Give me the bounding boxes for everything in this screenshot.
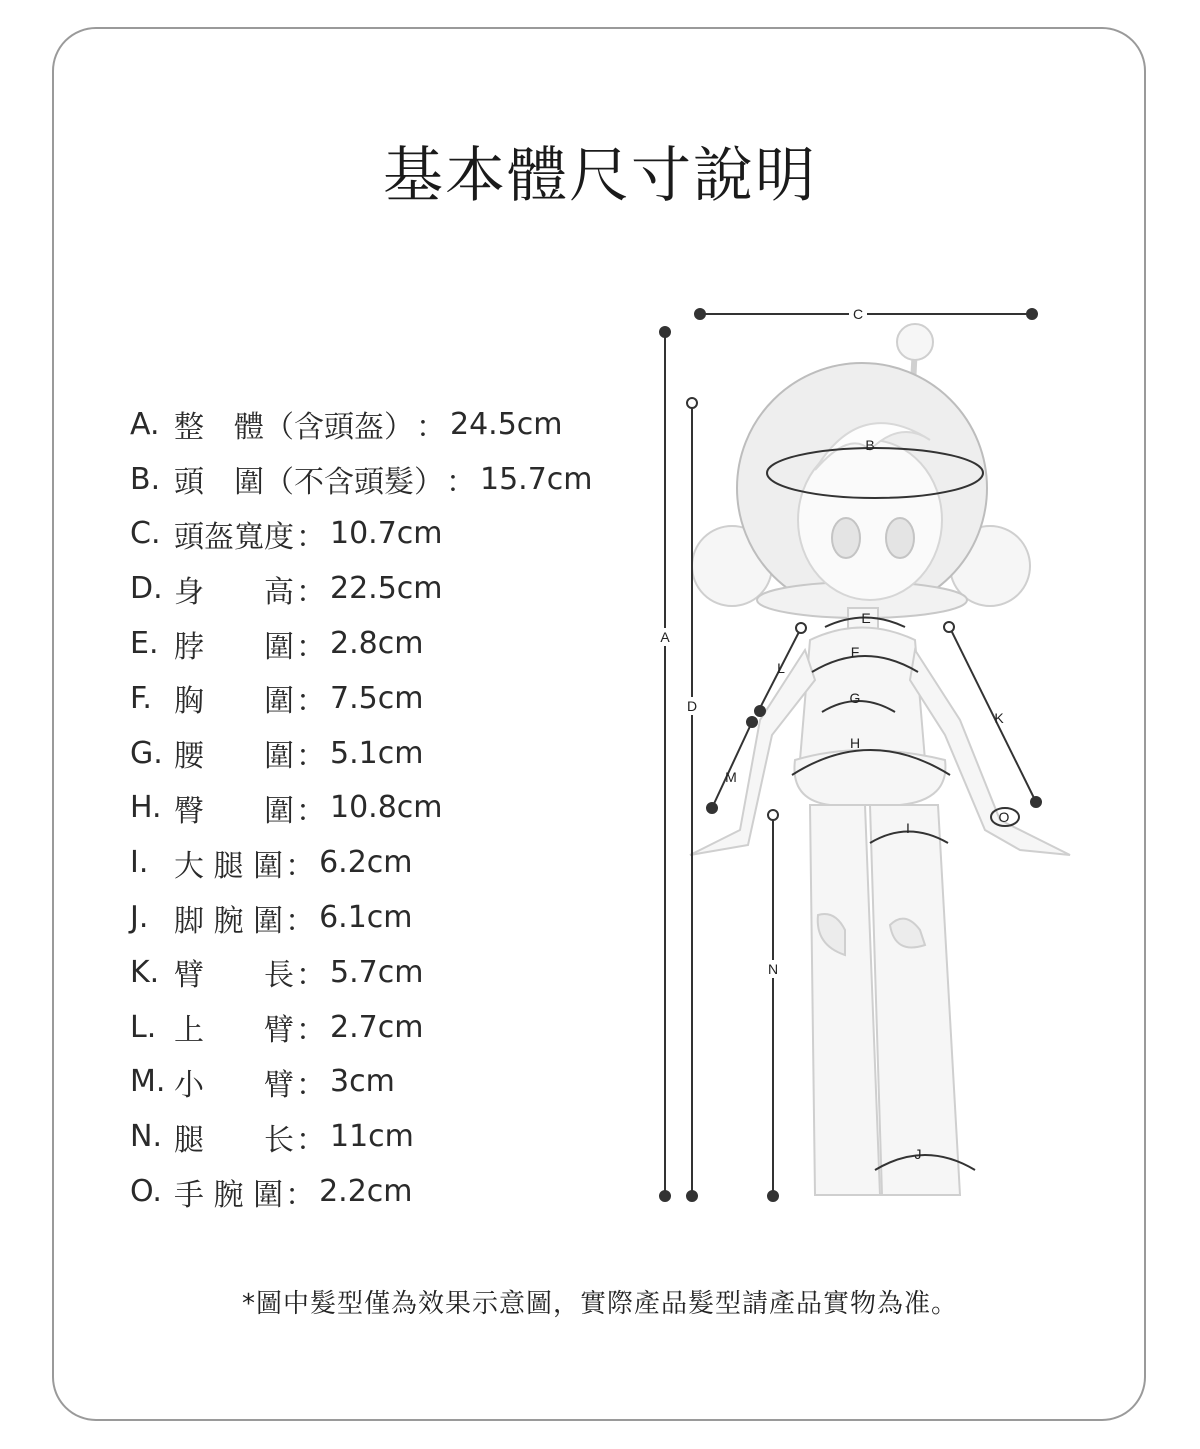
spec-item-o — [130, 1164, 593, 1219]
spec-value: 10.7cm — [330, 516, 443, 552]
spec-item-l — [130, 1000, 593, 1055]
spec-letter: J. — [130, 900, 149, 936]
doll-leg-left — [810, 805, 880, 1195]
label-b: B — [865, 437, 875, 453]
spec-value: 24.5cm — [450, 406, 563, 442]
spec-list — [130, 397, 593, 1219]
spec-letter: L. — [130, 1009, 157, 1045]
spec-name: 臀 圍 — [174, 793, 294, 829]
spec-separator: ： — [296, 1013, 326, 1049]
spec-name: 頭 圍（不含頭髮） — [174, 465, 444, 501]
label-d: D — [686, 698, 698, 714]
doll-arm-left — [690, 650, 815, 855]
spec-letter: G. — [130, 735, 163, 771]
endpoint — [660, 327, 670, 337]
doll-eye-left — [832, 518, 860, 558]
spec-name: 脚 腕 圍 — [174, 903, 284, 939]
spec-name: 頭盔寬度 — [174, 519, 294, 555]
label-m: M — [725, 769, 737, 785]
endpoint — [768, 810, 778, 820]
label-j: J — [914, 1146, 922, 1162]
spec-value: 3cm — [330, 1064, 395, 1100]
endpoint — [687, 1191, 697, 1201]
spec-name: 大 腿 圍 — [174, 848, 284, 884]
label-f: F — [850, 644, 860, 660]
label-o: O — [998, 809, 1010, 825]
spec-value: 7.5cm — [330, 680, 424, 716]
spec-separator: ： — [296, 629, 326, 665]
endpoint — [1027, 309, 1037, 319]
endpoint — [755, 706, 765, 716]
spec-item-e — [130, 616, 593, 671]
endpoint — [695, 309, 705, 319]
endpoint — [660, 1191, 670, 1201]
antenna-ball — [897, 324, 933, 360]
spec-letter: F. — [130, 680, 152, 716]
spec-value: 2.8cm — [330, 626, 424, 662]
doll-hips — [794, 750, 945, 805]
spec-letter: B. — [130, 461, 161, 497]
spec-value: 15.7cm — [480, 461, 593, 497]
spec-name: 脖 圍 — [174, 629, 294, 665]
doll-diagram-svg — [640, 290, 1100, 1220]
spec-separator: ： — [285, 1177, 316, 1213]
spec-name: 胸 圍 — [174, 684, 294, 720]
spec-value: 6.1cm — [319, 900, 413, 936]
spec-letter: O. — [130, 1174, 162, 1210]
spec-name: 身 高 — [174, 574, 294, 610]
spec-value: 2.7cm — [330, 1009, 424, 1045]
spec-letter: D. — [130, 571, 163, 607]
spec-item-d — [130, 561, 593, 616]
spec-name: 腰 圍 — [174, 739, 294, 775]
spec-item-j — [130, 890, 593, 945]
spec-name: 臂 長 — [174, 958, 294, 994]
endpoint — [687, 398, 697, 408]
spec-value: 5.7cm — [330, 954, 424, 990]
label-e: E — [861, 610, 871, 626]
spec-value: 5.1cm — [330, 735, 424, 771]
spec-item-f — [130, 671, 593, 726]
spec-separator: ： — [296, 519, 326, 555]
spec-value: 11cm — [330, 1119, 414, 1155]
spec-separator: ： — [296, 574, 326, 610]
spec-letter: K. — [130, 954, 160, 990]
spec-separator: ： — [296, 958, 326, 994]
endpoint — [707, 803, 717, 813]
spec-separator: ： — [296, 1067, 326, 1103]
spec-name: 腿 长 — [174, 1122, 294, 1158]
doll-eye-right — [886, 518, 914, 558]
label-a: A — [660, 629, 670, 645]
spec-letter: I. — [130, 845, 149, 881]
spec-value: 10.8cm — [330, 790, 443, 826]
spec-separator: ： — [296, 739, 326, 775]
spec-letter: A. — [130, 406, 160, 442]
spec-separator: ： — [296, 1122, 326, 1158]
spec-item-m — [130, 1055, 593, 1110]
label-l: L — [777, 660, 785, 676]
label-g: G — [849, 690, 861, 706]
endpoint — [1031, 797, 1041, 807]
endpoint — [944, 622, 954, 632]
endpoint — [796, 623, 806, 633]
spec-item-g — [130, 726, 593, 781]
spec-item-k — [130, 945, 593, 1000]
spec-letter: N. — [130, 1119, 162, 1155]
spec-separator: ： — [285, 903, 316, 939]
spec-name: 小 臂 — [174, 1067, 294, 1103]
spec-letter: M. — [130, 1064, 166, 1100]
spec-item-h — [130, 781, 593, 836]
spec-item-i — [130, 835, 593, 890]
page-title: 基本體尺寸說明 — [383, 141, 817, 211]
spec-separator: ： — [285, 848, 316, 884]
spec-item-b — [130, 452, 593, 507]
label-k: K — [994, 710, 1004, 726]
spec-item-c — [130, 507, 593, 562]
spec-name: 手 腕 圍 — [174, 1177, 284, 1213]
label-i: I — [906, 820, 910, 836]
spec-separator: ： — [296, 684, 326, 720]
doll-diagram — [640, 290, 1100, 1220]
label-h: H — [849, 735, 861, 751]
label-n: N — [767, 961, 779, 977]
spec-separator: ： — [446, 465, 476, 501]
spec-separator: ： — [416, 410, 446, 446]
endpoint — [747, 717, 757, 727]
spec-item-n — [130, 1109, 593, 1164]
doll-leg-right — [870, 805, 960, 1195]
spec-name: 整 體（含頭盔） — [174, 410, 414, 446]
spec-item-a — [130, 397, 593, 452]
spec-value: 6.2cm — [319, 845, 413, 881]
endpoint — [768, 1191, 778, 1201]
label-c: C — [852, 306, 864, 322]
spec-letter: C. — [130, 516, 161, 552]
spec-letter: E. — [130, 626, 159, 662]
spec-letter: H. — [130, 790, 162, 826]
spec-value: 2.2cm — [319, 1174, 413, 1210]
hairstyle-footnote: *圖中髮型僅為效果示意圖，實際產品髮型請產品實物為准。 — [241, 1289, 958, 1319]
doll-illustration — [690, 324, 1070, 1195]
spec-separator: ： — [296, 793, 326, 829]
spec-value: 22.5cm — [330, 571, 443, 607]
spec-name: 上 臂 — [174, 1013, 294, 1049]
